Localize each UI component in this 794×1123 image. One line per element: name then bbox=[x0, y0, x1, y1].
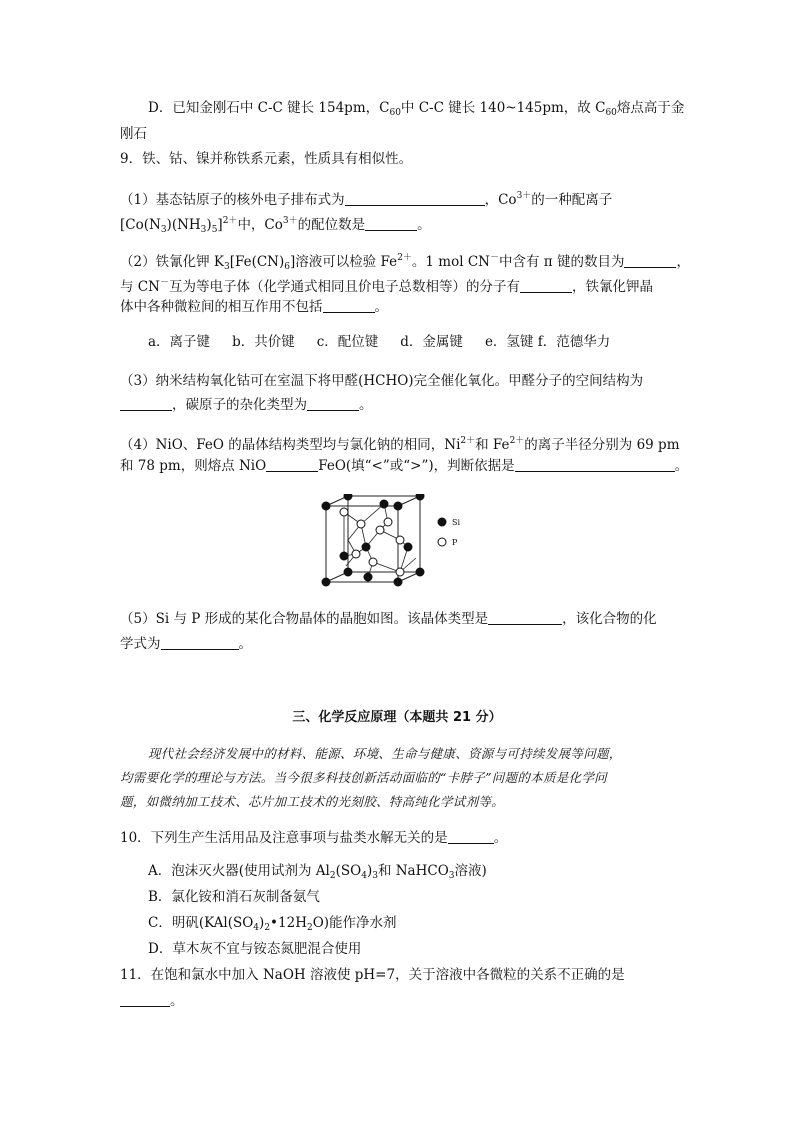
option-a: a．离子键 bbox=[148, 334, 211, 350]
si-atom bbox=[394, 502, 402, 510]
answer-blank[interactable] bbox=[161, 635, 239, 650]
answer-blank[interactable] bbox=[515, 457, 675, 472]
crystal-unit-cell-figure bbox=[318, 494, 478, 594]
si-atom bbox=[344, 494, 352, 500]
q9-part4-line1: （4）NiO、FeO 的晶体结构类型均与氯化钠的相同，$Ni^{2+}$和 $Fe^{2+}$的离子半径分别为 69 pm bbox=[120, 436, 680, 453]
q9-stem: 9．铁、钴、镍并称铁系元素，性质具有相似性。 bbox=[120, 151, 413, 167]
option-d: d．金属键 bbox=[400, 334, 463, 350]
bonds bbox=[344, 504, 416, 577]
si-atom bbox=[322, 502, 330, 510]
answer-blank[interactable] bbox=[624, 253, 676, 268]
q9-part1-line2: $[Co(N_3)(NH_3)_5]^{2+}$中，$Co^{3+}$的配位数是 。 bbox=[120, 216, 431, 235]
q9-part5-line1: （5）Si 与 P 形成的某化合物晶体的晶胞如图。该晶体类型是 ，该化合物的化 bbox=[120, 611, 657, 627]
option-e-f: e．氢键 f．范德华力 bbox=[484, 334, 611, 350]
q8-option-d-line1: D．已知金刚石中 C-C 键长 154pm，$C_{60}$中 C-C 键长 140~145pm，故 $C_{60}$熔点高于金 bbox=[148, 100, 685, 118]
answer-blank[interactable] bbox=[365, 216, 417, 231]
p-atom bbox=[369, 558, 377, 566]
section-3-passage-line3: 题，如微纳加工技术、芯片加工技术的光刻胶、特高纯化学试剂等。 bbox=[120, 794, 505, 809]
q10-option-b: B．氯化铵和消石灰制备氨气 bbox=[148, 889, 320, 905]
legend-p-label: P bbox=[452, 538, 458, 547]
q10-option-c: C．明矾$(KAl(SO_4)_2•12H_2O)$能作净水剂 bbox=[148, 915, 397, 933]
q10-option-a: A．泡沫灭火器(使用试剂为 $Al_2(SO_4)_3$和 NaHCO$_3$溶液) bbox=[148, 863, 487, 881]
answer-blank[interactable] bbox=[323, 298, 375, 313]
q9-options bbox=[148, 333, 632, 351]
q9-part4-line2: 和 78 pm，则熔点 NiO FeO(填“<”或“>”)，判断依据是 。 bbox=[120, 458, 689, 474]
p-atom bbox=[396, 568, 404, 576]
q9-part2-line2: 与 CN－互为等电子体（化学通式相同且价电子总数相等）的分子有 ，铁氰化钾晶 bbox=[120, 278, 653, 295]
si-atom bbox=[416, 494, 424, 500]
p-atom bbox=[352, 550, 360, 558]
section-3-passage-line1: 现代社会经济发展中的材料、能源、环境、生命与健康、资源与可持续发展等问题， bbox=[148, 746, 622, 761]
p-atom bbox=[340, 508, 348, 516]
answer-blank[interactable] bbox=[120, 992, 170, 1007]
q9-part5-line2: 学式为 。 bbox=[120, 636, 252, 652]
answer-blank[interactable] bbox=[307, 396, 359, 411]
p-atom bbox=[396, 536, 404, 544]
q10-stem: 10．下列生产生活用品及注意事项与盐类水解无关的是 。 bbox=[120, 830, 508, 846]
q9-part1-line1: （1）基态钴原子的核外电子排布式为 ，$Co^{3+}$的一种配离子 bbox=[120, 191, 613, 208]
answer-blank[interactable] bbox=[345, 191, 485, 206]
q9-part3-line2: ，碳原子的杂化类型为 。 bbox=[120, 396, 373, 414]
si-atom bbox=[404, 543, 412, 551]
q9-part2-line1: （2）铁氰化钾 $K_3[Fe(CN)_6]$溶液可以检验 $Fe^{2+}$。1 mol CN－中含有 π 键的数目为 ， bbox=[120, 253, 690, 272]
si-atom bbox=[322, 578, 330, 586]
answer-blank[interactable] bbox=[520, 278, 572, 293]
answer-blank[interactable] bbox=[266, 457, 318, 472]
q10-option-d: D．草木灰不宜与铵态氮肥混合使用 bbox=[148, 941, 362, 957]
p-atom bbox=[376, 526, 384, 534]
si-atom bbox=[362, 543, 370, 551]
legend-p-marker bbox=[438, 538, 446, 546]
q8-option-d-line2: 刚石 bbox=[120, 126, 147, 142]
si-atom bbox=[380, 500, 388, 508]
option-c: c．配位键 bbox=[316, 334, 379, 350]
answer-blank[interactable] bbox=[448, 829, 494, 844]
legend-si-marker bbox=[438, 518, 446, 526]
q9-part3-line1: （3）纳米结构氧化钴可在室温下将甲醛(HCHO)完全催化氧化。甲醛分子的空间结构为 bbox=[120, 373, 644, 389]
q11-stem-line2: 。 bbox=[120, 992, 184, 1010]
option-b: b．共价键 bbox=[232, 334, 295, 350]
answer-blank[interactable] bbox=[488, 610, 562, 625]
q11-stem: 11．在饱和氯水中加入 NaOH 溶液使 pH=7，关于溶液中各微粒的关系不正确的是 bbox=[120, 967, 625, 983]
si-atom bbox=[344, 568, 352, 576]
p-atom bbox=[357, 520, 365, 528]
section-3-title: 三、化学反应原理（本题共 21 分） bbox=[292, 710, 502, 725]
si-atom bbox=[340, 552, 348, 560]
answer-blank[interactable] bbox=[120, 396, 172, 411]
legend-si-label: Si bbox=[452, 518, 461, 527]
si-atom bbox=[364, 573, 372, 581]
si-atom bbox=[394, 578, 402, 586]
p-atom bbox=[384, 518, 392, 526]
q9-part2-line3: 体中各种微粒间的相互作用不包括 。 bbox=[120, 299, 388, 315]
si-atom bbox=[416, 568, 424, 576]
section-3-passage-line2: 均需要化学的理论与方法。当今很多科技创新活动面临的“卡脖子”问题的本质是化学问 bbox=[120, 770, 607, 785]
